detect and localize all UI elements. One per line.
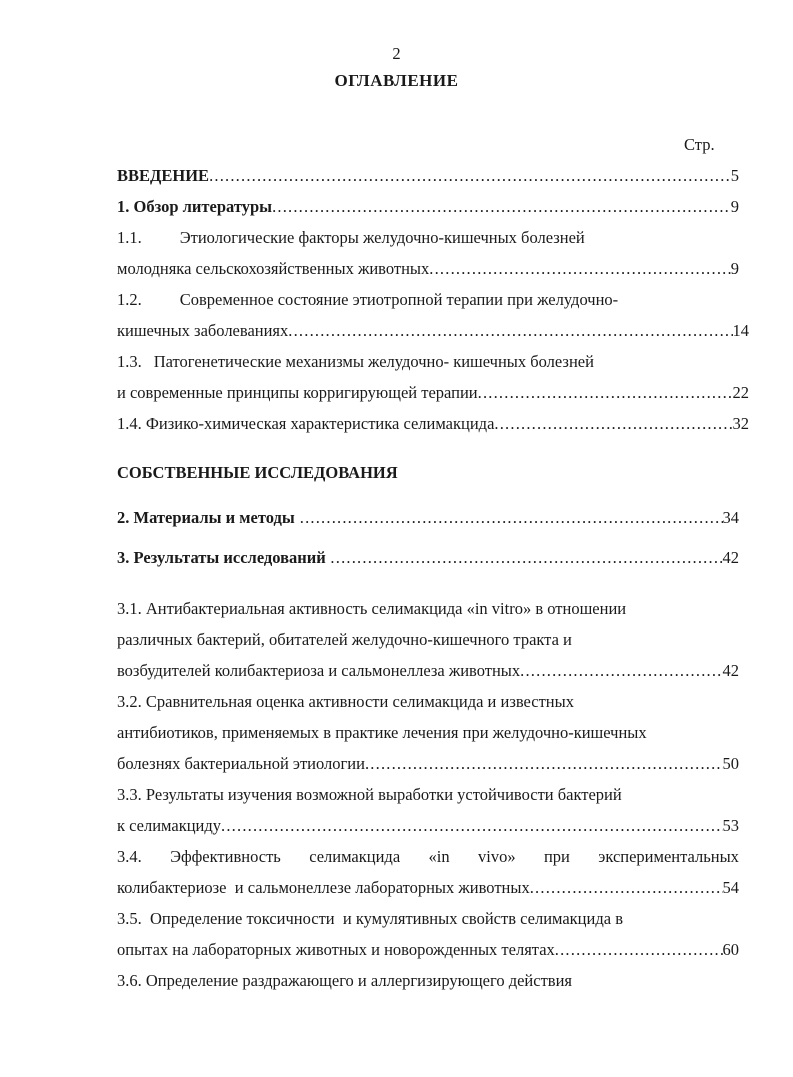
toc-word: 3.4. bbox=[117, 847, 142, 866]
toc-entry-3-1-line2[interactable]: различных бактерий, обитателей желудочно-кишечного тракта и bbox=[117, 630, 572, 649]
toc-entry-3-2-line2[interactable]: антибиотиков, применяемых в практике лечения при желудочно-кишечных bbox=[117, 723, 647, 742]
toc-word: «in bbox=[428, 847, 450, 866]
toc-entry-label: Современное состояние этиотропной терапии при желудочно- bbox=[179, 290, 619, 309]
toc-entry-3-4[interactable] bbox=[117, 878, 739, 898]
leader-dots bbox=[300, 508, 723, 528]
toc-entry-results[interactable] bbox=[117, 548, 739, 568]
toc-entry-3-1[interactable] bbox=[117, 661, 739, 681]
toc-entry-label: возбудителей колибактериоза и сальмонеллеза животных bbox=[117, 661, 521, 680]
toc-entry-page: 14 bbox=[732, 321, 749, 340]
toc-entry-label: и современные принципы корригирующей терапии bbox=[117, 383, 478, 402]
toc-word: vivo» bbox=[478, 847, 516, 866]
toc-entry-label: 3. Результаты исследований bbox=[117, 548, 326, 567]
toc-entry-page: 42 bbox=[722, 661, 739, 680]
toc-entry-page: 22 bbox=[732, 383, 749, 402]
toc-entry-page: 54 bbox=[722, 878, 739, 897]
toc-entry-page: 50 bbox=[722, 754, 739, 773]
toc-entry-3-3-line1[interactable]: 3.3. Результаты изучения возможной выработки устойчивости бактерий bbox=[117, 785, 622, 804]
leader-dots bbox=[478, 383, 733, 403]
toc-entry-label: 1. Обзор литературы bbox=[117, 197, 273, 216]
toc-entry-label: 1.4. Физико-химическая характеристика селимакцида bbox=[117, 414, 495, 433]
toc-entry-3-2[interactable] bbox=[117, 754, 739, 774]
toc-entry-label: опытах на лабораторных животных и новорожденных телятах bbox=[117, 940, 555, 959]
toc-entry-page: 5 bbox=[730, 166, 739, 185]
toc-entry-page: 34 bbox=[722, 508, 739, 527]
toc-entry-review[interactable] bbox=[117, 197, 739, 217]
toc-entry-3-5-line1[interactable]: 3.5. Определение токсичности и кумулятивных свойств селимакцида в bbox=[117, 909, 623, 928]
toc-entry-label: молодняка сельскохозяйственных животных bbox=[117, 259, 430, 278]
toc-entry-1-3[interactable] bbox=[117, 383, 749, 403]
toc-entry-number: 1.1. bbox=[117, 228, 142, 247]
toc-entry-1-2[interactable] bbox=[117, 321, 749, 341]
toc-word: при bbox=[543, 847, 570, 866]
toc-entry-1-2-line1[interactable] bbox=[117, 290, 618, 310]
toc-entry-3-1-line1[interactable]: 3.1. Антибактериальная активность селимакцида «in vitro» в отношении bbox=[117, 599, 627, 618]
toc-entry-label: кишечных заболеваниях bbox=[117, 321, 289, 340]
toc-entry-label: к селимакциду bbox=[117, 816, 222, 835]
leader-dots bbox=[221, 816, 722, 836]
leader-dots bbox=[520, 661, 722, 681]
toc-entry-3-5[interactable] bbox=[117, 940, 739, 960]
toc-word: селимакцида bbox=[309, 847, 401, 866]
leader-dots bbox=[494, 414, 732, 434]
leader-dots bbox=[330, 548, 722, 568]
toc-entry-number: 1.3. bbox=[117, 352, 142, 371]
toc-entry-label: Патогенетические механизмы желудочно- кишечных болезней bbox=[153, 352, 594, 371]
leader-dots bbox=[272, 197, 731, 217]
toc-entry-1-1[interactable] bbox=[117, 259, 739, 279]
leader-dots bbox=[288, 321, 732, 341]
toc-entry-1-1-line1[interactable] bbox=[117, 228, 585, 248]
section-heading: СОБСТВЕННЫЕ ИССЛЕДОВАНИЯ bbox=[117, 463, 398, 482]
leader-dots bbox=[555, 940, 723, 960]
toc-entry-label: Этиологические факторы желудочно-кишечных болезней bbox=[179, 228, 585, 247]
toc-entry-1-3-line1[interactable] bbox=[117, 352, 594, 372]
toc-entry-label: колибактериозе и сальмонеллезе лабораторных животных bbox=[117, 878, 530, 897]
toc-entry-label: 2. Материалы и методы bbox=[117, 508, 295, 527]
page-title: ОГЛАВЛЕНИЕ bbox=[334, 71, 459, 90]
leader-dots bbox=[365, 754, 723, 774]
toc-entry-intro[interactable] bbox=[117, 166, 739, 186]
toc-entry-page: 42 bbox=[722, 548, 739, 567]
leader-dots bbox=[530, 878, 723, 898]
toc-entry-3-2-line1[interactable]: 3.2. Сравнительная оценка активности селимакцида и известных bbox=[117, 692, 574, 711]
toc-entry-page: 32 bbox=[732, 414, 749, 433]
toc-entry-page: 9 bbox=[730, 259, 739, 278]
toc-entry-label: ВВЕДЕНИЕ bbox=[117, 166, 210, 185]
toc-entry-page: 9 bbox=[730, 197, 739, 216]
toc-entry-3-4-line1[interactable] bbox=[117, 847, 739, 867]
toc-entry-page: 53 bbox=[722, 816, 739, 835]
toc-entry-3-6-line1[interactable]: 3.6. Определение раздражающего и аллергизирующего действия bbox=[117, 971, 573, 990]
toc-entry-page: 60 bbox=[722, 940, 739, 959]
leader-dots bbox=[429, 259, 730, 279]
toc-entry-3-3[interactable] bbox=[117, 816, 739, 836]
page-column-label: Стр. bbox=[684, 135, 715, 154]
toc-word: экспериментальных bbox=[598, 847, 739, 866]
toc-word: Эффективность bbox=[170, 847, 281, 866]
toc-entry-number: 1.2. bbox=[117, 290, 142, 309]
toc-entry-1-4[interactable] bbox=[117, 414, 749, 434]
toc-entry-materials[interactable] bbox=[117, 508, 739, 528]
toc-entry-label: болезнях бактериальной этиологии bbox=[117, 754, 365, 773]
leader-dots bbox=[209, 166, 731, 186]
page-number: 2 bbox=[392, 44, 401, 63]
